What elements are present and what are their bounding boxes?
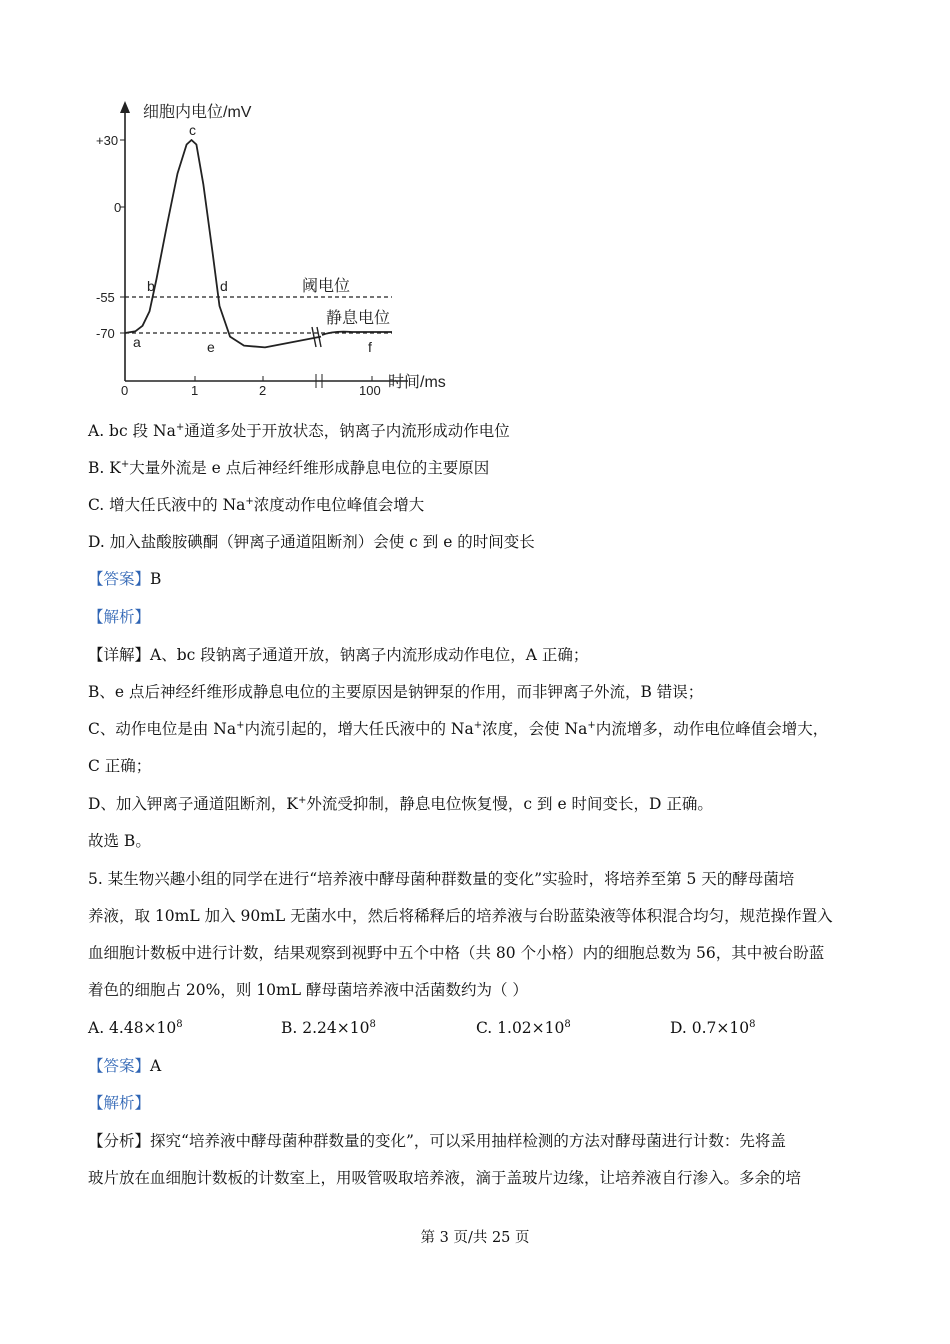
- x-tick-2: 2: [259, 383, 267, 398]
- action-potential-curve: [125, 140, 321, 347]
- q4-option-c: C. 增大任氏液中的 Na+浓度动作电位峰值会增大: [88, 496, 425, 514]
- y-axis-label: 细胞内电位/mV: [143, 104, 252, 121]
- q4-answer: 【答案】B: [88, 570, 162, 588]
- q5-stem-line-4: 着色的细胞占 20%，则 10mL 酵母菌培养液中活菌数约为（ ）: [88, 981, 528, 999]
- q5-analysis-line-1: 【分析】探究“培养液中酵母菌种群数量的变化”，可以采用抽样检测的方法对酵母菌进行计数：先将盖: [88, 1132, 786, 1150]
- q4-detail-line-3: C、动作电位是由 Na+内流引起的，增大任氏液中的 Na+浓度，会使 Na+内流增多，动作电位峰值会增大，: [88, 720, 829, 738]
- q5-stem-line-3: 血细胞计数板中进行计数，结果观察到视野中五个中格（共 80 个小格）内的细胞总数为 56，其中被台盼蓝: [88, 944, 825, 962]
- x-tick-100: 100: [359, 383, 381, 398]
- x-tick-0: 0: [121, 383, 129, 398]
- q4-option-d: D. 加入盐酸胺碘酮（钾离子通道阻断剂）会使 c 到 e 的时间变长: [88, 533, 535, 551]
- point-label-f: f: [368, 339, 372, 355]
- q5-option-d: D. $0.7\times 10^8$: [670, 1019, 756, 1037]
- resting-label: 静息电位: [326, 310, 391, 327]
- page-footer: 第 3 页/共 25 页: [420, 1230, 530, 1246]
- q5-stem-line-2: 养液，取 10mL 加入 90mL 无菌水中，然后将稀释后的培养液与台盼蓝染液等体积混合均匀，规范操作置入: [88, 907, 833, 925]
- q4-conclusion: 故选 B。: [88, 832, 151, 850]
- q4-detail-line-5: D、加入钾离子通道阻断剂，K+外流受抑制，静息电位恢复慢，c 到 e 时间变长，D 正确。: [88, 795, 713, 813]
- q4-detail-line-1: 【详解】A、bc 段钠离子通道开放，钠离子内流形成动作电位，A 正确；: [88, 646, 589, 664]
- q4-option-b: B. K+大量外流是 e 点后神经纤维形成静息电位的主要原因: [88, 459, 490, 477]
- q4-option-a: A. bc 段 Na+通道多处于开放状态，钠离子内流形成动作电位: [88, 422, 510, 440]
- point-label-c: c: [189, 122, 196, 138]
- y-tick-0: 0: [114, 200, 122, 215]
- x-tick-1: 1: [191, 383, 199, 398]
- q4-detail-line-4: C 正确；: [88, 757, 152, 775]
- y-ticks: [96, 133, 125, 341]
- q5-option-b: B. $2.24\times 10^8$: [281, 1019, 376, 1037]
- y-tick-70: -70: [96, 326, 115, 341]
- point-label-b: b: [147, 278, 155, 294]
- q5-analysis-line-2: 玻片放在血细胞计数板的计数室上，用吸管吸取培养液，滴于盖玻片边缘，让培养液自行渗入。多余的培: [88, 1169, 802, 1187]
- threshold-label: 阈电位: [302, 278, 351, 295]
- point-label-a: a: [133, 334, 141, 350]
- y-tick-55: -55: [96, 290, 115, 305]
- q5-option-a: A. $4.48\times 10^8$: [88, 1019, 183, 1037]
- q4-analysis-heading: 【解析】: [88, 608, 151, 626]
- x-axis-label: 时间/ms: [388, 374, 446, 391]
- q5-answer: 【答案】A: [88, 1057, 162, 1075]
- y-tick-30: +30: [96, 133, 119, 148]
- q5-analysis-heading: 【解析】: [88, 1094, 151, 1112]
- x-ticks: [121, 374, 381, 398]
- y-axis-arrow: [120, 101, 130, 113]
- action-potential-figure: [90, 95, 470, 400]
- q4-detail-line-2: B、e 点后神经纤维形成静息电位的主要原因是钠钾泵的作用，而非钾离子外流，B 错误；: [88, 683, 704, 701]
- q5-option-c: C. $1.02\times 10^8$: [476, 1019, 571, 1037]
- q5-stem-line-1: 5. 某生物兴趣小组的同学在进行“培养液中酵母菌种群数量的变化”实验时，将培养至第 5 天的酵母菌培: [88, 870, 795, 888]
- point-label-e: e: [207, 339, 215, 355]
- point-label-d: d: [220, 278, 228, 294]
